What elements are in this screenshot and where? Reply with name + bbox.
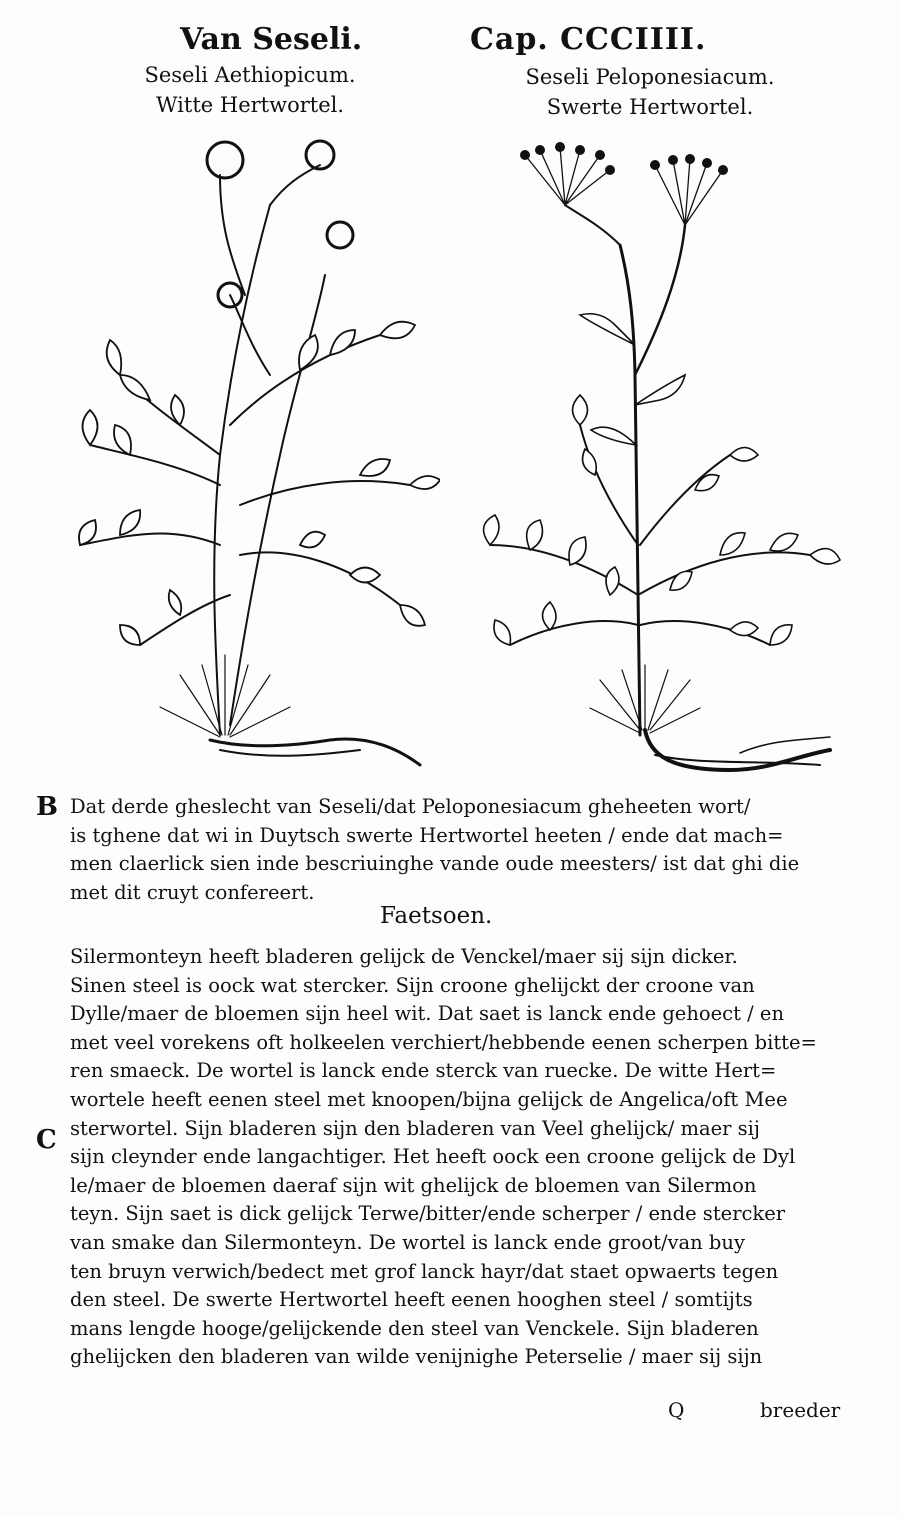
text-line: Dat derde gheslecht van Seseli/dat Peloponesiacum gheheeten wort/ bbox=[70, 795, 751, 818]
left-plant-woodcut bbox=[70, 125, 440, 785]
text-line: sijn cleynder ende langachtiger. Het heeft oock een croone gelijck de Dyl bbox=[70, 1145, 796, 1169]
left-plant-latin-name: Seseli Aethiopicum. bbox=[144, 63, 356, 87]
text-line: men claerlick sien inde bescriuinghe vande oude meesters/ ist dat ghi die bbox=[70, 852, 800, 876]
right-plant-dutch-name: Swerte Hertwortel. bbox=[546, 95, 754, 119]
section-heading: Faetsoen. bbox=[380, 903, 493, 929]
marginal-letter-b: B bbox=[36, 792, 58, 822]
text-line: ren smaeck. De wortel is lanck ende sterck van ruecke. De witte Hert= bbox=[70, 1059, 777, 1083]
marginal-letter-c: C bbox=[36, 1125, 57, 1155]
right-plant-woodcut bbox=[470, 125, 850, 785]
chapter-number: Cap. CCCIIII. bbox=[470, 22, 707, 57]
text-line: le/maer de bloemen daeraf sijn wit ghelijck de bloemen van Silermon bbox=[70, 1173, 757, 1197]
left-plant-dutch-name: Witte Hertwortel. bbox=[155, 93, 345, 117]
text-line: den steel. De swerte Hertwortel heeft eenen hooghen steel / somtijts bbox=[70, 1288, 753, 1312]
running-title: Van Seseli. bbox=[180, 22, 363, 57]
text-line: ten bruyn verwich/bedect met grof lanck hayr/dat staet opwaerts tegen bbox=[70, 1259, 779, 1283]
text-line: mans lengde hooge/gelijckende den steel van Venckele. Sijn bladeren bbox=[70, 1316, 759, 1340]
text-line: van smake dan Silermonteyn. De wortel is lanck ende groot/van buy bbox=[70, 1230, 745, 1254]
text-line: wortele heeft eenen steel met knoopen/bijna gelijck de Angelica/oft Mee bbox=[70, 1087, 788, 1111]
catchword: breeder bbox=[760, 1398, 841, 1422]
right-plant-latin-name: Seseli Peloponesiacum. bbox=[525, 65, 775, 89]
left-plant-caption bbox=[140, 60, 360, 120]
paragraph-1 bbox=[70, 793, 850, 907]
text-line: is tghene dat wi in Duytsch swerte Hertwortel heeten / ende dat mach= bbox=[70, 823, 784, 847]
text-line: teyn. Sijn saet is dick gelijck Terwe/bitter/ende scherper / ende stercker bbox=[70, 1202, 786, 1226]
text-line: Silermonteyn heeft bladeren gelijck de Venckel/maer sij sijn dicker. bbox=[70, 945, 738, 968]
text-line: Dylle/maer de bloemen sijn heel wit. Dat saet is lanck ende gehoect / en bbox=[70, 1002, 785, 1026]
paragraph-2 bbox=[70, 943, 850, 1372]
right-plant-caption bbox=[510, 62, 790, 122]
text-line: met veel vorekens oft holkeelen verchiert/hebbende eenen scherpen bitte= bbox=[70, 1030, 817, 1054]
text-line: ghelijcken den bladeren van wilde venijnighe Peterselie / maer sij sijn bbox=[70, 1345, 763, 1369]
text-line: sterwortel. Sijn bladeren sijn den bladeren van Veel ghelijck/ maer sij bbox=[70, 1116, 760, 1140]
signature-mark: Q bbox=[668, 1398, 685, 1422]
text-line: Sinen steel is oock wat stercker. Sijn croone ghelijckt der croone van bbox=[70, 973, 755, 997]
text-line: met dit cruyt confereert. bbox=[70, 880, 315, 904]
